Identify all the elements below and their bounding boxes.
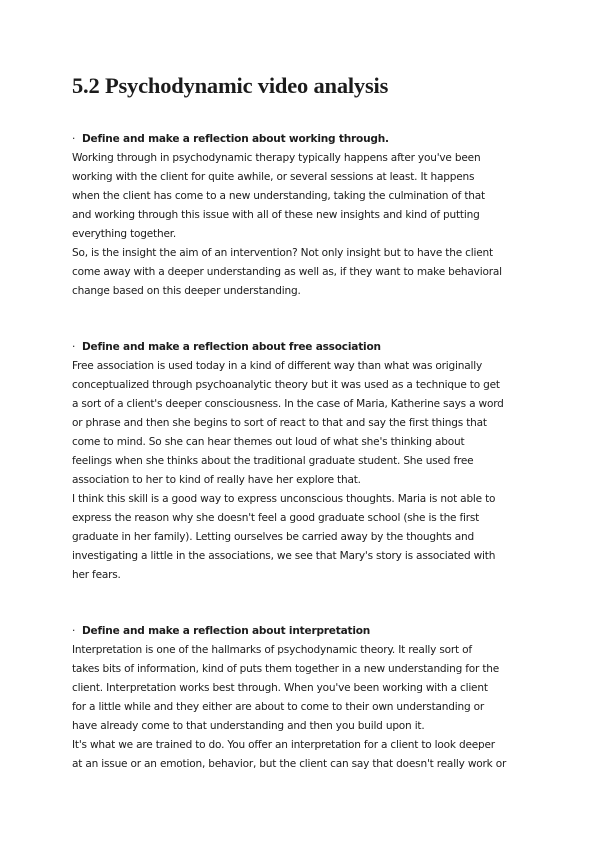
paragraph-line: takes bits of information, kind of puts them together in a new understanding for the	[72, 663, 500, 675]
section-working-through	[72, 130, 542, 301]
section-heading-text: Define and make a reflection about free association	[82, 341, 381, 353]
paragraph-line: investigating a little in the associations, we see that Mary's story is associated with	[72, 550, 496, 562]
paragraph-line: her fears.	[72, 569, 121, 581]
section-body	[72, 357, 542, 585]
paragraph-line: working with the client for quite awhile, or several sessions at least. It happens	[72, 171, 475, 183]
paragraph-line: change based on this deeper understanding.	[72, 285, 301, 297]
paragraph-line: conceptualized through psychoanalytic theory but it was used as a technique to get	[72, 379, 500, 391]
bullet-icon: ·	[72, 341, 76, 353]
paragraph-line: graduate in her family). Letting ourselves be carried away by the thoughts and	[72, 531, 475, 543]
section-heading	[72, 130, 542, 149]
paragraph-line: a sort of a client's deeper consciousness. In the case of Maria, Katherine says a word	[72, 398, 504, 410]
section-body	[72, 149, 542, 301]
page-title: 5.2 Psychodynamic video analysis	[72, 73, 389, 98]
paragraph-line: Free association is used today in a kind of different way than what was originally	[72, 360, 482, 372]
paragraph-line: have already come to that understanding and then you build upon it.	[72, 720, 425, 732]
paragraph-line: at an issue or an emotion, behavior, but the client can say that doesn't really work or	[72, 758, 507, 770]
paragraph-line: or phrase and then she begins to sort of react to that and say the first things that	[72, 417, 487, 429]
bullet-icon: ·	[72, 133, 76, 145]
paragraph-line: association to her to kind of really have her explore that.	[72, 474, 361, 486]
section-heading	[72, 622, 542, 641]
paragraph-line: I think this skill is a good way to express unconscious thoughts. Maria is not able to	[72, 493, 496, 505]
paragraph-line: when the client has come to a new understanding, taking the culmination of that	[72, 190, 485, 202]
section-body	[72, 641, 542, 774]
paragraph-line: Interpretation is one of the hallmarks of psychodynamic theory. It really sort of	[72, 644, 472, 656]
paragraph-line: It's what we are trained to do. You offer an interpretation for a client to look deeper	[72, 739, 495, 751]
paragraph-line: Working through in psychodynamic therapy typically happens after you've been	[72, 152, 481, 164]
paragraph-line: for a little while and they either are about to come to their own understanding or	[72, 701, 484, 713]
section-free-association	[72, 338, 542, 585]
paragraph-line: feelings when she thinks about the traditional graduate student. She used free	[72, 455, 474, 467]
paragraph-line: client. Interpretation works best through. When you've been working with a client	[72, 682, 488, 694]
paragraph-line: So, is the insight the aim of an intervention? Not only insight but to have the client	[72, 247, 493, 259]
section-heading-text: Define and make a reflection about working through.	[82, 133, 389, 145]
bullet-icon: ·	[72, 625, 76, 637]
paragraph-line: come to mind. So she can hear themes out loud of what she's thinking about	[72, 436, 465, 448]
paragraph-line: express the reason why she doesn't feel a good graduate school (she is the first	[72, 512, 480, 524]
paragraph-line: everything together.	[72, 228, 177, 240]
paragraph-line: come away with a deeper understanding as well as, if they want to make behavioral	[72, 266, 502, 278]
section-interpretation	[72, 622, 542, 774]
section-heading	[72, 338, 542, 357]
section-heading-text: Define and make a reflection about interpretation	[82, 625, 371, 637]
paragraph-line: and working through this issue with all of these new insights and kind of putting	[72, 209, 480, 221]
